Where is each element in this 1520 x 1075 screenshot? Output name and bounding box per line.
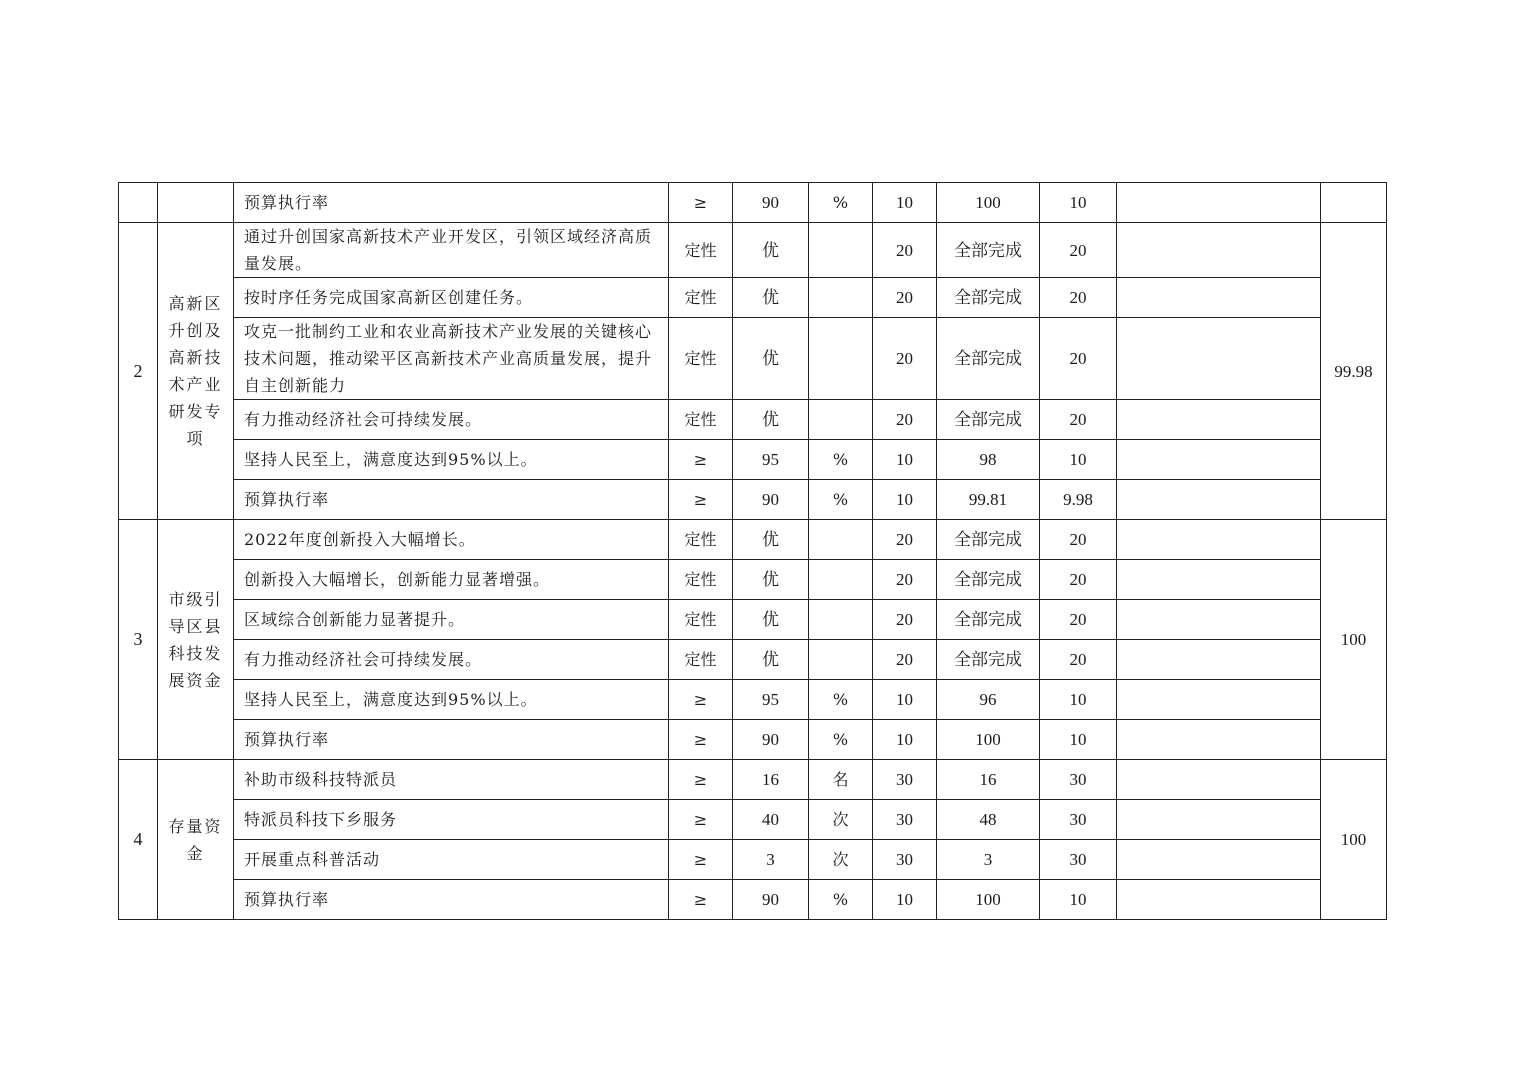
- target-value-cell: 优: [733, 560, 809, 600]
- target-value-cell: 40: [733, 800, 809, 840]
- target-value-cell: 90: [733, 480, 809, 520]
- operator-cell: ≥: [669, 440, 733, 480]
- unit-cell: %: [809, 720, 873, 760]
- actual-value-cell: 全部完成: [937, 318, 1040, 400]
- project-name-cell: 市级引导区县科技发展资金: [158, 520, 234, 760]
- weight-cell: 10: [873, 720, 937, 760]
- indicator-cell: 坚持人民至上，满意度达到95%以上。: [234, 440, 669, 480]
- indicator-cell: 特派员科技下乡服务: [234, 800, 669, 840]
- unit-cell: %: [809, 183, 873, 223]
- target-value-cell: 优: [733, 318, 809, 400]
- target-value-cell: 优: [733, 520, 809, 560]
- remark-cell: [1117, 680, 1321, 720]
- performance-table: [118, 182, 1387, 920]
- remark-cell: [1117, 640, 1321, 680]
- operator-cell: 定性: [669, 400, 733, 440]
- actual-value-cell: 96: [937, 680, 1040, 720]
- group-score-cell: [1321, 183, 1387, 223]
- points-cell: 30: [1040, 760, 1117, 800]
- indicator-cell: 区域综合创新能力显著提升。: [234, 600, 669, 640]
- unit-cell: [809, 640, 873, 680]
- weight-cell: 10: [873, 440, 937, 480]
- remark-cell: [1117, 880, 1321, 920]
- group-seq-cell: 3: [119, 520, 158, 760]
- indicator-cell: 预算执行率: [234, 720, 669, 760]
- unit-cell: 次: [809, 800, 873, 840]
- indicator-cell: 攻克一批制约工业和农业高新技术产业发展的关键核心技术问题，推动梁平区高新技术产业高质量发展，提升自主创新能力: [234, 318, 669, 400]
- table-row: [119, 318, 1387, 400]
- indicator-cell: 创新投入大幅增长，创新能力显著增强。: [234, 560, 669, 600]
- unit-cell: [809, 400, 873, 440]
- group-score-cell: 100: [1321, 520, 1387, 760]
- remark-cell: [1117, 278, 1321, 318]
- actual-value-cell: 100: [937, 720, 1040, 760]
- weight-cell: 10: [873, 880, 937, 920]
- indicator-cell: 按时序任务完成国家高新区创建任务。: [234, 278, 669, 318]
- operator-cell: ≥: [669, 800, 733, 840]
- operator-cell: ≥: [669, 760, 733, 800]
- remark-cell: [1117, 318, 1321, 400]
- indicator-cell: 预算执行率: [234, 880, 669, 920]
- table-row: [119, 840, 1387, 880]
- indicator-cell: 有力推动经济社会可持续发展。: [234, 400, 669, 440]
- table-row: [119, 400, 1387, 440]
- remark-cell: [1117, 520, 1321, 560]
- unit-cell: 次: [809, 840, 873, 880]
- group-score-cell: 99.98: [1321, 223, 1387, 520]
- unit-cell: [809, 318, 873, 400]
- target-value-cell: 优: [733, 223, 809, 278]
- project-name-cell: 存量资金: [158, 760, 234, 920]
- operator-cell: 定性: [669, 560, 733, 600]
- actual-value-cell: 16: [937, 760, 1040, 800]
- actual-value-cell: 100: [937, 880, 1040, 920]
- weight-cell: 10: [873, 680, 937, 720]
- points-cell: 20: [1040, 223, 1117, 278]
- actual-value-cell: 全部完成: [937, 223, 1040, 278]
- target-value-cell: 优: [733, 600, 809, 640]
- weight-cell: 30: [873, 840, 937, 880]
- operator-cell: ≥: [669, 840, 733, 880]
- points-cell: 10: [1040, 680, 1117, 720]
- table-row: [119, 183, 1387, 223]
- remark-cell: [1117, 560, 1321, 600]
- points-cell: 10: [1040, 880, 1117, 920]
- points-cell: 30: [1040, 800, 1117, 840]
- actual-value-cell: 全部完成: [937, 278, 1040, 318]
- table-row: [119, 440, 1387, 480]
- unit-cell: %: [809, 480, 873, 520]
- table-row: [119, 520, 1387, 560]
- points-cell: 20: [1040, 600, 1117, 640]
- actual-value-cell: 全部完成: [937, 600, 1040, 640]
- points-cell: 20: [1040, 318, 1117, 400]
- remark-cell: [1117, 800, 1321, 840]
- actual-value-cell: 3: [937, 840, 1040, 880]
- operator-cell: ≥: [669, 880, 733, 920]
- operator-cell: 定性: [669, 318, 733, 400]
- table-row: [119, 480, 1387, 520]
- table-row: [119, 560, 1387, 600]
- remark-cell: [1117, 760, 1321, 800]
- unit-cell: [809, 560, 873, 600]
- operator-cell: ≥: [669, 680, 733, 720]
- actual-value-cell: 全部完成: [937, 640, 1040, 680]
- group-score-cell: 100: [1321, 760, 1387, 920]
- actual-value-cell: 48: [937, 800, 1040, 840]
- weight-cell: 20: [873, 318, 937, 400]
- group-seq-cell: 2: [119, 223, 158, 520]
- target-value-cell: 90: [733, 720, 809, 760]
- table-row: [119, 800, 1387, 840]
- project-name-cell: [158, 183, 234, 223]
- weight-cell: 20: [873, 278, 937, 318]
- unit-cell: [809, 223, 873, 278]
- table-row: [119, 880, 1387, 920]
- unit-cell: %: [809, 680, 873, 720]
- points-cell: 20: [1040, 640, 1117, 680]
- operator-cell: 定性: [669, 278, 733, 318]
- weight-cell: 20: [873, 520, 937, 560]
- operator-cell: ≥: [669, 480, 733, 520]
- points-cell: 20: [1040, 520, 1117, 560]
- actual-value-cell: 全部完成: [937, 560, 1040, 600]
- actual-value-cell: 100: [937, 183, 1040, 223]
- indicator-cell: 有力推动经济社会可持续发展。: [234, 640, 669, 680]
- group-seq-cell: 4: [119, 760, 158, 920]
- weight-cell: 20: [873, 600, 937, 640]
- points-cell: 9.98: [1040, 480, 1117, 520]
- table-row: [119, 278, 1387, 318]
- table-row: [119, 720, 1387, 760]
- remark-cell: [1117, 400, 1321, 440]
- table-row: [119, 600, 1387, 640]
- operator-cell: 定性: [669, 640, 733, 680]
- weight-cell: 10: [873, 480, 937, 520]
- indicator-cell: 预算执行率: [234, 480, 669, 520]
- unit-cell: 名: [809, 760, 873, 800]
- operator-cell: 定性: [669, 600, 733, 640]
- remark-cell: [1117, 480, 1321, 520]
- points-cell: 20: [1040, 560, 1117, 600]
- remark-cell: [1117, 600, 1321, 640]
- operator-cell: 定性: [669, 520, 733, 560]
- target-value-cell: 优: [733, 278, 809, 318]
- unit-cell: [809, 600, 873, 640]
- table-body: [119, 183, 1387, 920]
- weight-cell: 30: [873, 800, 937, 840]
- target-value-cell: 95: [733, 440, 809, 480]
- remark-cell: [1117, 223, 1321, 278]
- points-cell: 10: [1040, 440, 1117, 480]
- remark-cell: [1117, 440, 1321, 480]
- points-cell: 20: [1040, 278, 1117, 318]
- table-row: [119, 223, 1387, 278]
- points-cell: 20: [1040, 400, 1117, 440]
- unit-cell: %: [809, 440, 873, 480]
- unit-cell: [809, 278, 873, 318]
- target-value-cell: 90: [733, 880, 809, 920]
- weight-cell: 20: [873, 640, 937, 680]
- weight-cell: 10: [873, 183, 937, 223]
- target-value-cell: 90: [733, 183, 809, 223]
- indicator-cell: 坚持人民至上，满意度达到95%以上。: [234, 680, 669, 720]
- operator-cell: 定性: [669, 223, 733, 278]
- unit-cell: [809, 520, 873, 560]
- indicator-cell: 补助市级科技特派员: [234, 760, 669, 800]
- operator-cell: ≥: [669, 183, 733, 223]
- target-value-cell: 3: [733, 840, 809, 880]
- unit-cell: %: [809, 880, 873, 920]
- remark-cell: [1117, 840, 1321, 880]
- points-cell: 10: [1040, 183, 1117, 223]
- indicator-cell: 通过升创国家高新技术产业开发区，引领区域经济高质量发展。: [234, 223, 669, 278]
- project-name-cell: 高新区升创及高新技术产业研发专项: [158, 223, 234, 520]
- weight-cell: 30: [873, 760, 937, 800]
- indicator-cell: 2022年度创新投入大幅增长。: [234, 520, 669, 560]
- weight-cell: 20: [873, 560, 937, 600]
- target-value-cell: 优: [733, 400, 809, 440]
- table-row: [119, 680, 1387, 720]
- points-cell: 10: [1040, 720, 1117, 760]
- actual-value-cell: 98: [937, 440, 1040, 480]
- indicator-cell: 预算执行率: [234, 183, 669, 223]
- actual-value-cell: 全部完成: [937, 400, 1040, 440]
- remark-cell: [1117, 720, 1321, 760]
- remark-cell: [1117, 183, 1321, 223]
- table-row: [119, 760, 1387, 800]
- actual-value-cell: 全部完成: [937, 520, 1040, 560]
- operator-cell: ≥: [669, 720, 733, 760]
- table-row: [119, 640, 1387, 680]
- weight-cell: 20: [873, 223, 937, 278]
- actual-value-cell: 99.81: [937, 480, 1040, 520]
- points-cell: 30: [1040, 840, 1117, 880]
- weight-cell: 20: [873, 400, 937, 440]
- target-value-cell: 16: [733, 760, 809, 800]
- group-seq-cell: [119, 183, 158, 223]
- indicator-cell: 开展重点科普活动: [234, 840, 669, 880]
- target-value-cell: 优: [733, 640, 809, 680]
- target-value-cell: 95: [733, 680, 809, 720]
